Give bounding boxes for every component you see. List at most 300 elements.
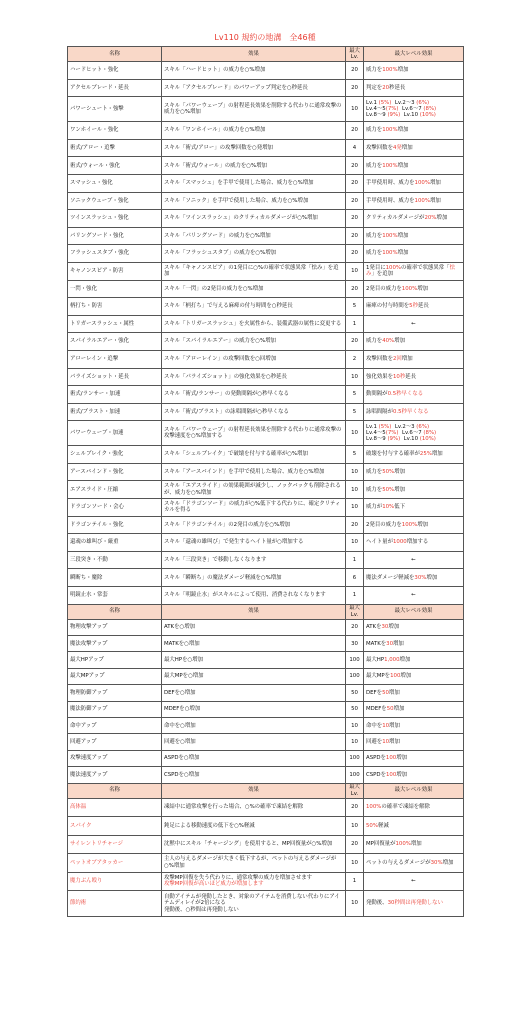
skill-effect: 最大MPを○増加 <box>162 668 346 684</box>
table-row <box>68 227 464 245</box>
skill-max-lv: 50 <box>346 685 364 701</box>
max-effect-text: 10 <box>382 722 390 729</box>
skill-effect: スキル「パリングソード」の威力を○%増加 <box>162 227 346 245</box>
max-effect-text: 2発目の威力を <box>366 285 402 292</box>
level-label: Lv.6〜7 <box>398 430 424 437</box>
skill-max-effect <box>364 446 464 464</box>
table-row <box>68 701 464 717</box>
skill-name: ハードヒット・強化 <box>68 62 162 80</box>
skill-name: 魔法攻撃アップ <box>68 636 162 652</box>
skill-effect: スキル「スマッシュ」を手甲で使用した場合、威力を○%増加 <box>162 174 346 192</box>
header-max-effect: 最大レベル効果 <box>364 783 464 798</box>
max-effect-text: 100 <box>390 673 401 680</box>
skill-name: 攻撃速度アップ <box>68 750 162 766</box>
skill-effect: スキル「三段突き」で移動しなくなります <box>162 551 346 569</box>
max-effect-text: 100% <box>382 162 398 169</box>
max-effect-text: 増加 <box>388 624 400 631</box>
max-effect-text: ASPDを <box>366 755 386 762</box>
skill-name: パワーウェーブ・加速 <box>68 421 162 446</box>
header-max-lv: 最大 Lv. <box>346 783 364 798</box>
skill-effect: スキル「パライズショット」の強化効果を○秒延長 <box>162 368 346 386</box>
max-effect-text: 20% <box>424 215 437 222</box>
level-label: Lv.4〜5 <box>366 430 386 437</box>
table-row <box>68 767 464 783</box>
page-title: Lv110 規約の地溝 全46種 <box>214 33 316 42</box>
skill-max-lv: 20 <box>346 227 364 245</box>
skill-max-effect <box>364 157 464 175</box>
skill-max-effect: ← <box>364 315 464 333</box>
skill-effect: スキル「柄打ち」で与える麻痺の付与時間を○秒延長 <box>162 298 346 316</box>
skill-name: 命中アップ <box>68 717 162 733</box>
level-label: Lv.1 <box>366 99 379 106</box>
skill-max-effect <box>364 139 464 157</box>
max-effect-text: 増加する <box>406 539 429 546</box>
skill-name: アクセルブレード・延長 <box>68 79 162 97</box>
table-row <box>68 619 464 635</box>
skill-max-effect <box>364 245 464 263</box>
table-row <box>68 157 464 175</box>
skill-max-effect <box>364 122 464 140</box>
skill-effect: スキル「トリガースラッシュ」を火属性から、装備武器の属性に変更する <box>162 315 346 333</box>
skill-effect: スキル「アクセルブレード」のパワーアップ判定を○秒延長 <box>162 79 346 97</box>
level-value: (10%) <box>419 436 436 443</box>
skill-max-effect <box>364 619 464 635</box>
max-effect-text: 最大HP <box>366 656 385 663</box>
skill-max-effect <box>364 79 464 97</box>
table-row <box>68 685 464 701</box>
max-effect-text: 判定を <box>366 84 383 91</box>
skill-name: トリガースラッシュ・属性 <box>68 315 162 333</box>
skill-effect: スキル「アースバインド」を手甲で使用した場合、威力を○%増加 <box>162 463 346 481</box>
max-effect-text: 100% <box>382 232 398 239</box>
skill-effect <box>162 891 346 917</box>
table-row <box>68 174 464 192</box>
skill-name: アローレイン・追撃 <box>68 350 162 368</box>
level-value: (8%) <box>423 106 437 113</box>
max-effect-text: 100 <box>385 755 397 762</box>
skill-effect: スキル「エアスライド」の効果範囲が減少し、ノックバックも削除されるが、威力を○%増加 <box>162 481 346 499</box>
skill-name: 魔法防御アップ <box>68 701 162 717</box>
max-effect-text: 50% <box>382 486 395 493</box>
effect-text: 攻撃MP回復を失う代わりに、通常攻撃の威力を増加させます <box>164 874 313 881</box>
max-effect-text: 増加 <box>393 706 405 713</box>
skill-name: 術式/ランサー・加速 <box>68 386 162 404</box>
max-effect-text: 威力を <box>366 127 383 134</box>
max-effect-text: 100% <box>382 250 398 257</box>
skill-max-lv: 10 <box>346 262 364 280</box>
skill-effect: MATKを○増加 <box>162 636 346 652</box>
table-row <box>68 298 464 316</box>
skill-max-effect <box>364 750 464 766</box>
skill-effect: ATKを○増加 <box>162 619 346 635</box>
skill-effect: スキル「還魂の雄叫び」で発生するヘイト量が○増加する <box>162 534 346 552</box>
skill-name: 還魂の雄叫び・厳重 <box>68 534 162 552</box>
skill-effect: スキル「ドラゴンテイル」の2発目の威力を○%増加 <box>162 516 346 534</box>
skill-max-effect <box>364 854 464 873</box>
skill-max-effect <box>364 174 464 192</box>
skill-effect: ASPDを○増加 <box>162 750 346 766</box>
table-header-row <box>68 47 464 62</box>
table-row <box>68 122 464 140</box>
skill-max-lv: 20 <box>346 245 364 263</box>
skill-effect <box>162 817 346 836</box>
table-row <box>68 499 464 517</box>
max-effect-text: 増加 <box>389 722 400 729</box>
max-effect-text: ヘイト量が <box>366 539 393 546</box>
skill-name: 三段突き・不動 <box>68 551 162 569</box>
skill-max-lv: 20 <box>346 122 364 140</box>
skill-max-effect: ← <box>364 587 464 605</box>
skill-max-effect <box>364 767 464 783</box>
max-effect-text: 40% <box>382 338 395 345</box>
skill-max-effect <box>364 421 464 446</box>
max-effect-text: 30 <box>381 624 389 631</box>
max-effect-text: 威力を <box>366 469 383 476</box>
level-line <box>366 112 461 118</box>
skill-max-lv: 10 <box>346 534 364 552</box>
skill-effect: スキル「ワンホイール」の威力を○%増加 <box>162 122 346 140</box>
max-effect-text: 増加 <box>431 451 443 458</box>
skill-max-lv: 5 <box>346 446 364 464</box>
max-effect-text: 威力を <box>366 486 383 493</box>
max-effect-text: 増加 <box>401 144 413 151</box>
max-effect-text: 1発目に <box>366 264 386 271</box>
max-effect-text: 増加 <box>397 127 409 134</box>
level-value: (8%) <box>423 430 437 437</box>
max-effect-text: 威力を <box>366 250 383 257</box>
max-effect-text: 10% <box>382 504 395 511</box>
skill-max-lv: 20 <box>346 333 364 351</box>
skill-max-effect <box>364 368 464 386</box>
skill-effect <box>162 798 346 817</box>
table-row <box>68 210 464 228</box>
skill-effect: スキル「ハードヒット」の威力を○%増加 <box>162 62 346 80</box>
skill-max-effect <box>364 835 464 854</box>
table-row <box>68 463 464 481</box>
skill-name: 魔法速度アップ <box>68 767 162 783</box>
skill-name: 一閃・強化 <box>68 280 162 298</box>
skill-max-lv: 20 <box>346 798 364 817</box>
skill-effect: スキル「術式/ランサー」の発動間隔が○秒早くなる <box>162 386 346 404</box>
skill-effect: MDEFを○増加 <box>162 701 346 717</box>
skill-max-effect <box>364 192 464 210</box>
max-effect-text: 怯み <box>366 264 455 278</box>
table-row <box>68 97 464 122</box>
max-effect-text: 増加 <box>397 162 409 169</box>
skill-max-effect <box>364 534 464 552</box>
max-effect-text: 100% <box>366 804 382 811</box>
max-effect-text: 強化効果を <box>366 373 393 380</box>
effect-text: 攻撃MP回復が高いほど威力が増加します <box>164 881 264 888</box>
level-value: (6%) <box>416 423 430 430</box>
skill-max-lv: 1 <box>346 551 364 569</box>
skill-max-lv: 10 <box>346 421 364 446</box>
max-effect-text: 5秒 <box>409 303 418 310</box>
table-row <box>68 421 464 446</box>
skill-max-effect <box>364 891 464 917</box>
max-effect-text: 30秒間は再発動しない <box>387 900 443 907</box>
max-effect-text: 増加 <box>417 521 428 528</box>
skill-effect: スキル「術式/ウォール」の威力を○%増加 <box>162 157 346 175</box>
skill-max-effect <box>364 280 464 298</box>
max-effect-text: 増加 <box>400 673 412 680</box>
max-effect-text: 命中を <box>366 722 383 729</box>
max-effect-text: 増加 <box>436 215 448 222</box>
table-row <box>68 386 464 404</box>
skill-max-effect <box>364 298 464 316</box>
effect-text: 主人の与えるダメージが大きく低下するが、ペットの与えるダメージが○%増加 <box>164 856 337 869</box>
skill-max-lv: 1 <box>346 315 364 333</box>
skill-name: ペットオブアタッカー <box>68 854 162 873</box>
skill-max-effect: ← <box>364 872 464 891</box>
skill-name: スパイク <box>68 817 162 836</box>
skill-max-effect <box>364 734 464 750</box>
skill-max-lv: 20 <box>346 157 364 175</box>
max-effect-text: 50 <box>382 689 389 696</box>
skill-name: 高体温 <box>68 798 162 817</box>
skill-name: スマッシュ・強化 <box>68 174 162 192</box>
level-value: (9%) <box>387 112 401 119</box>
max-effect-text: クリティカルダメージが <box>366 215 425 222</box>
max-effect-text: 50% <box>366 822 378 829</box>
effect-text: 凍結中に通常攻撃を行った場合、○%の確率で凍結を解除 <box>164 804 304 811</box>
max-effect-text: 増加 <box>396 771 408 778</box>
skill-max-effect <box>364 403 464 421</box>
skill-name: 明鏡止水・常套 <box>68 587 162 605</box>
skill-max-lv: 20 <box>346 210 364 228</box>
header-effect: 効果 <box>162 604 346 619</box>
header-name: 名称 <box>68 783 162 798</box>
max-effect-text: 延長 <box>405 373 417 380</box>
skill-max-lv: 4 <box>346 139 364 157</box>
max-effect-text: ペットの与えるダメージが <box>366 859 431 866</box>
max-effect-text: 100% <box>395 841 411 848</box>
level-label: Lv.2〜3 <box>391 99 417 106</box>
max-effect-text: 増加 <box>401 356 413 363</box>
skill-max-lv: 10 <box>346 368 364 386</box>
max-effect-text: 増加 <box>399 656 411 663</box>
skill-max-effect <box>364 652 464 668</box>
table-row <box>68 403 464 421</box>
max-effect-text: 50 <box>386 706 394 713</box>
skill-name: 術式/ブラスト・加速 <box>68 403 162 421</box>
table-row <box>68 534 464 552</box>
skill-max-lv: 2 <box>346 350 364 368</box>
level-value: (5%) <box>378 423 392 430</box>
skill-effect <box>162 835 346 854</box>
effect-text: 鈍足による移動速度の低下を○%軽減 <box>164 822 255 829</box>
skill-max-lv: 20 <box>346 79 364 97</box>
skill-max-effect <box>364 817 464 836</box>
skill-max-lv: 20 <box>346 174 364 192</box>
skill-max-effect <box>364 717 464 733</box>
skill-name: 術式/アロー・追撃 <box>68 139 162 157</box>
max-effect-text: 100% <box>401 521 418 528</box>
skill-max-lv: 6 <box>346 569 364 587</box>
max-effect-text: 10秒 <box>392 373 406 380</box>
max-effect-text: DEFを <box>366 689 383 696</box>
skill-table <box>67 46 464 917</box>
max-effect-text: 発動後、 <box>366 900 388 907</box>
table-row <box>68 516 464 534</box>
skill-max-lv: 5 <box>346 386 364 404</box>
skill-effect: スキル「ソニック」を手甲で使用した場合、威力を○%増加 <box>162 192 346 210</box>
table-row <box>68 333 464 351</box>
table-row <box>68 652 464 668</box>
skill-max-lv: 1 <box>346 872 364 891</box>
skill-max-lv: 20 <box>346 516 364 534</box>
skill-effect: 回避を○増加 <box>162 734 346 750</box>
skill-max-effect <box>364 227 464 245</box>
max-effect-text: 0.5秒早くなる <box>387 391 424 398</box>
max-effect-text: 増加 <box>429 180 441 187</box>
max-effect-text: 増加 <box>394 469 405 476</box>
table-row <box>68 315 464 333</box>
skill-max-effect <box>364 569 464 587</box>
skill-max-effect <box>364 481 464 499</box>
table-row <box>68 734 464 750</box>
max-effect-text: 増加 <box>410 841 422 848</box>
max-effect-text: 増加 <box>389 738 400 745</box>
skill-max-lv: 10 <box>346 97 364 122</box>
level-label: Lv.10 <box>400 112 420 119</box>
skill-max-lv: 20 <box>346 835 364 854</box>
skill-name: パリングソード・強化 <box>68 227 162 245</box>
max-effect-text: 1000 <box>392 539 407 546</box>
table-row <box>68 79 464 97</box>
skill-name: 術式/ウォール・強化 <box>68 157 162 175</box>
skill-effect: スキル「ツインスラッシュ」のクリティカルダメージが○%増加 <box>162 210 346 228</box>
skill-name: 瞬断ち・魔除 <box>68 569 162 587</box>
skill-max-lv: 5 <box>346 298 364 316</box>
max-effect-text: 2回 <box>392 356 402 363</box>
max-effect-text: 増加 <box>397 232 409 239</box>
skill-max-lv: 100 <box>346 750 364 766</box>
max-effect-text: 100% <box>414 180 430 187</box>
skill-max-effect <box>364 701 464 717</box>
skill-max-lv: 20 <box>346 62 364 80</box>
skill-effect: スキル「瞬断ち」の魔法ダメージ軽減を○%増加 <box>162 569 346 587</box>
skill-name: パワーシュート・強撃 <box>68 97 162 122</box>
skill-max-lv: 10 <box>346 499 364 517</box>
max-effect-text: 50% <box>382 469 395 476</box>
max-effect-text: 威力を <box>366 67 383 74</box>
skill-max-effect <box>364 516 464 534</box>
skill-max-lv: 20 <box>346 619 364 635</box>
skill-effect: スキル「パワーウェーブ」の射程延長効果を削除する代わりに通常攻撃の威力を○%増加 <box>162 97 346 122</box>
max-effect-text: 増加 <box>393 640 404 647</box>
skill-table-sheet <box>67 30 463 917</box>
max-effect-text: 増加 <box>397 250 409 257</box>
level-label: Lv.8〜9 <box>366 112 388 119</box>
header-name: 名称 <box>68 47 162 62</box>
skill-max-effect <box>364 463 464 481</box>
header-name: 名称 <box>68 604 162 619</box>
max-effect-text: 増加 <box>426 574 438 581</box>
table-row <box>68 636 464 652</box>
skill-name: パライズショット・延長 <box>68 368 162 386</box>
header-max-lv: 最大 Lv. <box>346 47 364 62</box>
skill-effect: スキル「キャノンスピア」の1発目に○%の確率で状態異常「怯み」を追加 <box>162 262 346 280</box>
skill-max-lv: 10 <box>346 854 364 873</box>
skill-max-lv: 100 <box>346 767 364 783</box>
max-effect-text: 延長 <box>417 303 429 310</box>
max-effect-text: 0.5秒早くなる <box>392 408 429 415</box>
max-effect-text: 麻痺の付与時間を <box>366 303 410 310</box>
skill-name: ソニックウェーブ・強化 <box>68 192 162 210</box>
skill-max-effect <box>364 210 464 228</box>
max-effect-text: 2発目の威力を <box>366 521 402 528</box>
level-label: Lv.10 <box>400 436 420 443</box>
table-row <box>68 587 464 605</box>
table-row <box>68 446 464 464</box>
skill-max-lv: 10 <box>346 463 364 481</box>
table-row <box>68 139 464 157</box>
header-max-effect: 最大レベル効果 <box>364 47 464 62</box>
max-effect-text: 増加 <box>388 689 400 696</box>
max-effect-text: 威力を <box>366 232 383 239</box>
max-effect-text: の確率で凍結を解除 <box>381 804 430 811</box>
skill-name: 回避アップ <box>68 734 162 750</box>
skill-max-effect <box>364 333 464 351</box>
skill-max-effect: ← <box>364 551 464 569</box>
level-label: Lv.4〜5 <box>366 106 386 113</box>
skill-effect: CSPDを○増加 <box>162 767 346 783</box>
skill-effect: スキル「パワーウェーブ」の射程延長効果を削除する代わりに通常攻撃の攻撃速度を○%増加する <box>162 421 346 446</box>
max-effect-text: 増加 <box>396 755 407 762</box>
max-effect-text: 威力が <box>366 504 383 511</box>
max-effect-text: ATKを <box>366 624 382 631</box>
max-effect-text: 4発 <box>392 144 402 151</box>
skill-max-lv: 30 <box>346 636 364 652</box>
level-label: Lv.1 <box>366 423 379 430</box>
table-row <box>68 854 464 873</box>
skill-name: 魔力ぶん殴り <box>68 872 162 891</box>
skill-effect: DEFを○増加 <box>162 685 346 701</box>
skill-name: 節約術 <box>68 891 162 917</box>
skill-max-effect <box>364 262 464 280</box>
max-effect-text: 30% <box>430 859 443 866</box>
skill-max-lv: 5 <box>346 403 364 421</box>
max-effect-text: 1,000 <box>384 656 400 663</box>
skill-name: 物理攻撃アップ <box>68 619 162 635</box>
level-value: (5%) <box>378 99 392 106</box>
max-effect-text: 100 <box>385 771 397 778</box>
max-effect-text: 詠唱間隔が <box>366 408 393 415</box>
skill-max-lv: 100 <box>346 668 364 684</box>
skill-effect: スキル「ドラゴンソード」の威力が○%低下する代わりに、確定クリティカルを得る <box>162 499 346 517</box>
max-effect-text: MP回復量が <box>366 841 396 848</box>
skill-name: 物理防御アップ <box>68 685 162 701</box>
skill-max-lv: 100 <box>346 652 364 668</box>
table-row <box>68 481 464 499</box>
skill-max-effect <box>364 668 464 684</box>
level-label: Lv.2〜3 <box>391 423 417 430</box>
skill-max-lv: 20 <box>346 280 364 298</box>
max-effect-text: 増加 <box>397 67 409 74</box>
header-max-lv: 最大 Lv. <box>346 604 364 619</box>
max-effect-text: 30% <box>414 574 427 581</box>
max-effect-text: 増加 <box>394 338 405 345</box>
table-row <box>68 245 464 263</box>
skill-max-lv: 10 <box>346 481 364 499</box>
max-effect-text: 手甲使用時、威力を <box>366 197 415 204</box>
effect-text: 沈黙中にスキル「チャージング」を使用すると、MP回復量が○%増加 <box>164 841 333 848</box>
skill-effect: スキル「術式/ブラスト」の詠唱間隔が○秒早くなる <box>162 403 346 421</box>
skill-name: 柄打ち・防害 <box>68 298 162 316</box>
max-effect-text: 軽減 <box>377 822 389 829</box>
skill-max-effect <box>364 97 464 122</box>
